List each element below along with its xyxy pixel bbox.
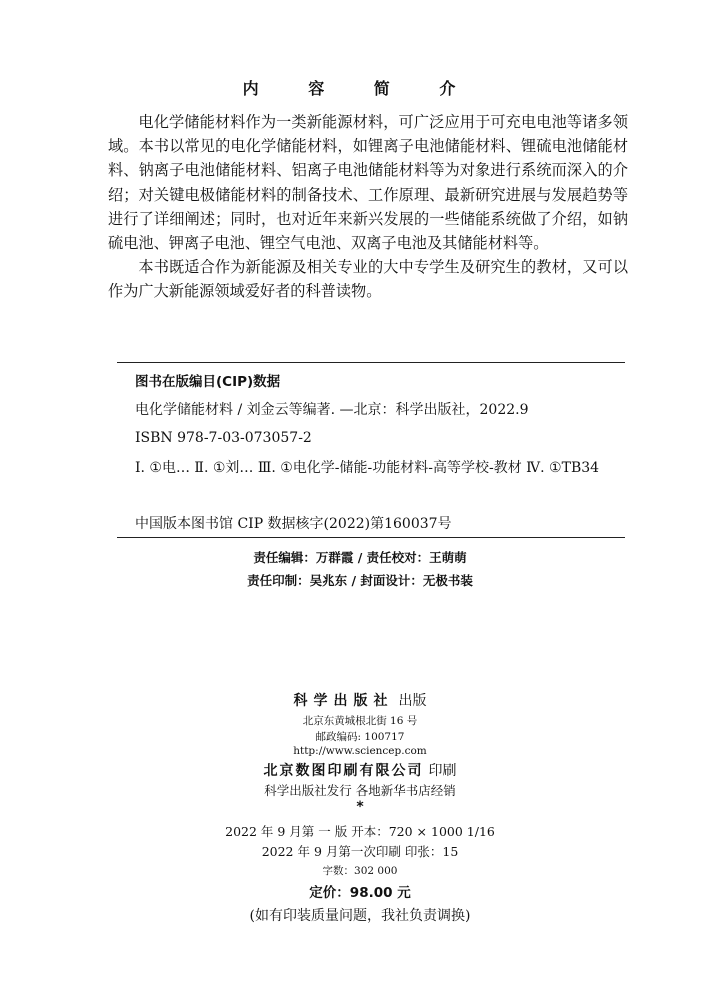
publisher-url: http://www.sciencep.com — [293, 745, 427, 757]
publisher-line — [0, 690, 720, 710]
printer-name: 北京数图印刷有限公司 — [263, 763, 424, 779]
printing-line: 2022 年 9 月第一次印刷 印张：15 — [261, 844, 459, 859]
staff-editors: 责任编辑：万群霞 / 责任校对：王萌萌 — [253, 550, 467, 565]
quality-notice: (如有印装质量问题，我社负责调换) — [249, 908, 471, 924]
word-count: 字数：302 000 — [322, 865, 398, 877]
staff-production: 责任印制：吴兆东 / 封面设计：无极书装 — [247, 573, 473, 588]
summary-paragraph: 本书既适合作为新能源及相关专业的大中专学生及研究生的教材，又可以作为广大新能源领域爱好者的科普读物。 — [108, 258, 628, 301]
summary-paragraph: 电化学储能材料作为一类新能源材料，可广泛应用于可充电电池等诸多领域。本书以常见的电化学储能材料，如锂离子电池储能材料、锂硫电池储能材料、钠离子电池储能材料、铝离子电池储能材料等为对象进行系统而深入的介绍；对关键电极储能材料的制备技术、工作原理、最新研究进展与发展趋势等进行了详细阐述；同时，也对近年来新兴发展的一些储能系统做了介绍，如钠硫电池、钾离子电池、锂空气电池、双离子电池及其储能材料等。 — [108, 113, 628, 253]
page-title: 内 容 简 介 — [242, 79, 478, 98]
summary-section — [108, 110, 628, 304]
cip-classification: Ⅰ. ①电… Ⅱ. ①刘… Ⅲ. ①电化学-储能-功能材料-高等学校-教材 Ⅳ. ①TB34 — [135, 460, 600, 476]
distribution-line: 科学出版社发行 各地新华书店经销 — [264, 783, 456, 798]
price: 定价：98.00 元 — [309, 885, 411, 901]
publisher-name: 科学出版社 — [293, 693, 394, 709]
cip-block — [117, 362, 625, 538]
edition-line: 2022 年 9 月第 一 版 开本：720 × 1000 1/16 — [225, 824, 495, 839]
printer-line — [0, 760, 720, 780]
cip-bibliographic-line: 电化学储能材料 / 刘金云等编著. —北京：科学出版社，2022.9 — [135, 402, 529, 418]
publisher-postcode: 邮政编码: 100717 — [315, 731, 405, 743]
printer-suffix: 印刷 — [428, 763, 457, 779]
publisher-suffix: 出版 — [398, 693, 427, 709]
cip-isbn: ISBN 978-7-03-073057-2 — [135, 430, 312, 446]
publisher-address: 北京东黄城根北街 16 号 — [302, 715, 418, 727]
cip-record-number: 中国版本图书馆 CIP 数据核字(2022)第160037号 — [135, 516, 452, 532]
separator-star: * — [356, 799, 364, 815]
cip-heading: 图书在版编目(CIP)数据 — [135, 374, 281, 390]
